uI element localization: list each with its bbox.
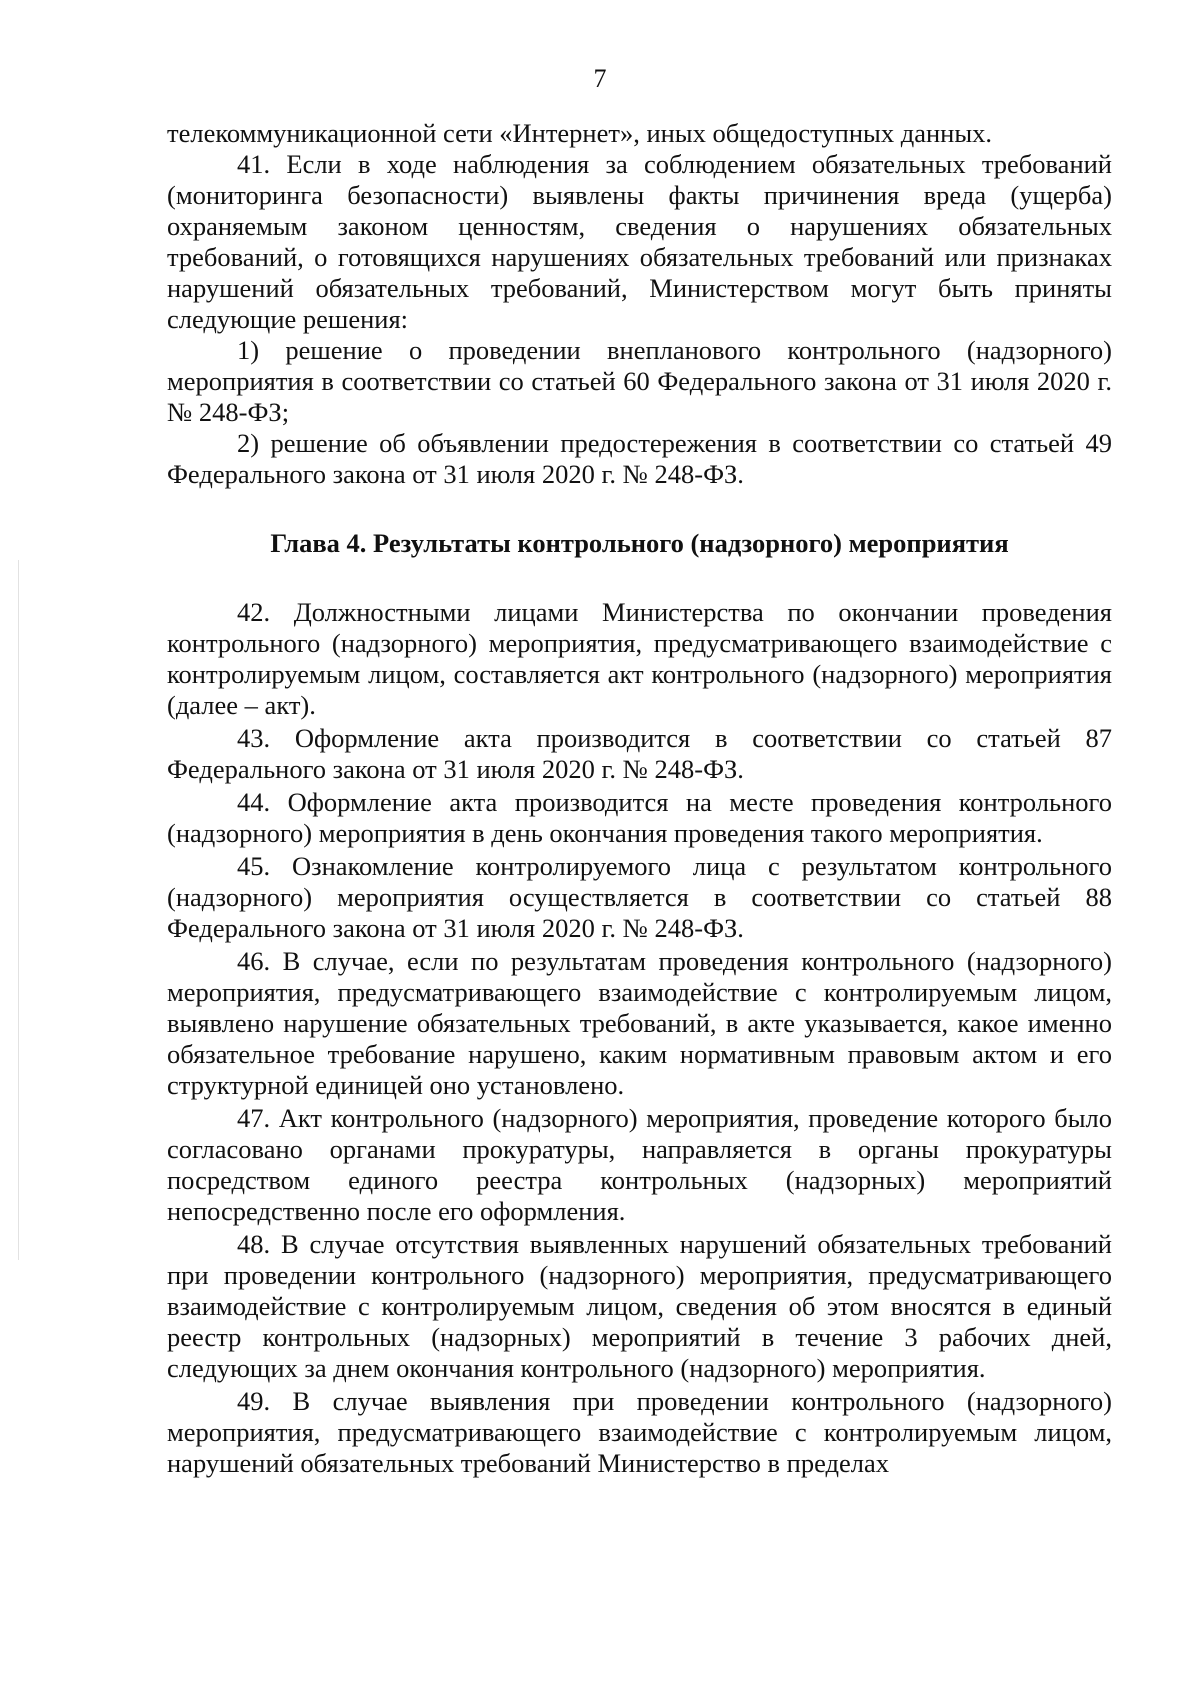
page-number: 7 xyxy=(593,64,607,93)
paragraph-44: 44. Оформление акта производится на месте проведения контрольного (надзорного) мероприятия в день окончания проведения такого мероприятия. xyxy=(167,787,1112,848)
paragraph-41: 41. Если в ходе наблюдения за соблюдением обязательных требований (мониторинга безопасности) выявлены факты причинения вреда (ущерба) охраняемым законом ценностям, сведения о нарушениях обязательных требований, о готовящихся нарушениях обязательных требований или признаках нарушений обязательных требований, Министерством могут быть приняты следующие решения: xyxy=(167,149,1112,334)
document-body xyxy=(167,118,1112,1479)
paragraph-42: 42. Должностными лицами Министерства по окончании проведения контрольного (надзорного) мероприятия, предусматривающего взаимодействие с контролируемым лицом, составляется акт контрольного (надзорного) мероприятия (далее – акт). xyxy=(167,597,1112,720)
paragraph-41-item-1: 1) решение о проведении внепланового контрольного (надзорного) мероприятия в соответствии со статьей 60 Федерального закона от 31 июля 2020 г. № 248-ФЗ; xyxy=(167,335,1112,427)
paragraph-48: 48. В случае отсутствия выявленных нарушений обязательных требований при проведении контрольного (надзорного) мероприятия, предусматривающего взаимодействие с контролируемым лицом, сведения об этом вносятся в единый реестр контрольных (надзорных) мероприятий в течение 3 рабочих дней, следующих за днем окончания контрольного (надзорного) мероприятия. xyxy=(167,1229,1112,1383)
paragraph-continuation: телекоммуникационной сети «Интернет», иных общедоступных данных. xyxy=(167,118,993,148)
paragraph-46: 46. В случае, если по результатам проведения контрольного (надзорного) мероприятия, предусматривающего взаимодействие с контролируемым лицом, выявлено нарушение обязательных требований, в акте указывается, какое именно обязательное требование нарушено, каким нормативным правовым актом и его структурной единицей оно установлено. xyxy=(167,946,1112,1100)
paragraph-49: 49. В случае выявления при проведении контрольного (надзорного) мероприятия, предусматривающего взаимодействие с контролируемым лицом, нарушений обязательных требований Министерство в пределах xyxy=(167,1386,1112,1478)
paragraph-45: 45. Ознакомление контролируемого лица с результатом контрольного (надзорного) мероприятия осуществляется в соответствии со статьей 88 Федерального закона от 31 июля 2020 г. № 248-ФЗ. xyxy=(167,851,1112,943)
scan-edge-line xyxy=(18,560,19,1260)
chapter-title: Глава 4. Результаты контрольного (надзорного) мероприятия xyxy=(270,528,1009,558)
paragraph-41-item-2: 2) решение об объявлении предостережения в соответствии со статьей 49 Федерального закона от 31 июля 2020 г. № 248-ФЗ. xyxy=(167,428,1112,489)
paragraph-47: 47. Акт контрольного (надзорного) мероприятия, проведение которого было согласовано органами прокуратуры, направляется в органы прокуратуры посредством единого реестра контрольных (надзорных) мероприятий непосредственно после его оформления. xyxy=(167,1103,1112,1226)
paragraph-43: 43. Оформление акта производится в соответствии со статьей 87 Федерального закона от 31 июля 2020 г. № 248-ФЗ. xyxy=(167,723,1112,784)
